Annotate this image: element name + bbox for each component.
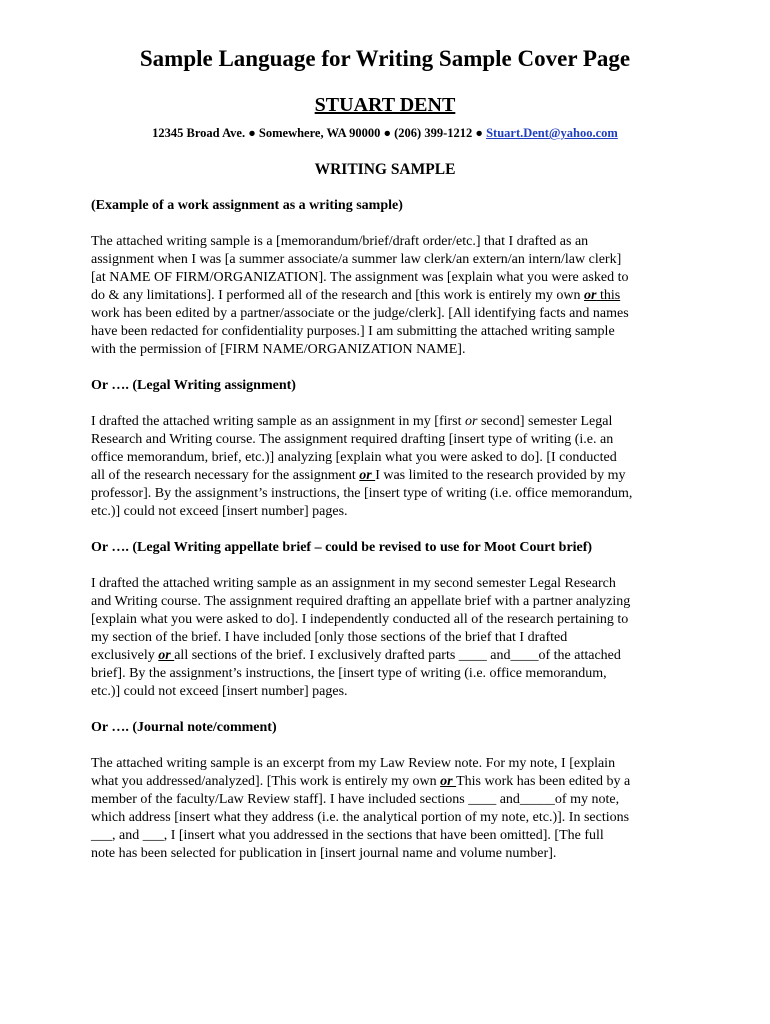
email-link[interactable]: Stuart.Dent@yahoo.com xyxy=(486,126,618,140)
spacer xyxy=(91,701,691,719)
spacer xyxy=(91,521,691,539)
text-line: professor]. By the assignment’s instructions, the [insert type of writing (i.e. office memorandum, xyxy=(91,486,633,501)
emphasis-or: or xyxy=(158,648,175,663)
text-line: assignment when I was [a summer associate/a summer law clerk/an extern/an intern/law clerk] xyxy=(91,252,622,267)
emphasis-or: or xyxy=(359,468,376,483)
text-line: etc.)] could not exceed [insert number] pages. xyxy=(91,504,348,519)
text-segment: second] semester Legal xyxy=(477,414,613,429)
text-line: [explain what you were asked to do]. I independently conducted all of the research pertaining to xyxy=(91,612,629,627)
writing-sample-heading: WRITING SAMPLE xyxy=(314,161,456,178)
section-heading-journal: Or …. (Journal note/comment) xyxy=(91,720,277,735)
text-line: [at NAME OF FIRM/ORGANIZATION]. The assignment was [explain what you were asked to xyxy=(91,270,629,285)
text-line: work has been edited by a partner/associate or the judge/clerk]. [All identifying facts and names xyxy=(91,306,629,321)
text-segment: I drafted the attached writing sample as an assignment in my [first xyxy=(91,414,466,429)
paragraph-legal-writing xyxy=(91,413,691,521)
address: 12345 Broad Ave. xyxy=(152,126,246,140)
text-line: have been redacted for confidentiality purposes.] I am submitting the attached writing sample xyxy=(91,324,615,339)
page-title: Sample Language for Writing Sample Cover Page xyxy=(139,46,631,71)
text-segment: I was limited to the research provided by my xyxy=(375,468,626,483)
spacer xyxy=(91,737,691,755)
document-body xyxy=(91,197,691,863)
text-line: my section of the brief. I have included [only those sections of the brief that I drafted xyxy=(91,630,568,645)
paragraph-appellate xyxy=(91,575,691,701)
emphasis-or: or xyxy=(583,288,597,303)
text-line xyxy=(91,413,691,431)
text-line xyxy=(91,647,691,665)
text-line: member of the faculty/Law Review staff]. I have included sections ____ and_____of my note, xyxy=(91,792,620,807)
text-line: with the permission of [FIRM NAME/ORGANIZATION NAME]. xyxy=(91,342,466,357)
emphasis-or: or xyxy=(440,774,457,789)
text-line: which address [insert what they address (i.e. the analytical portion of my note, etc.)]. In sections xyxy=(91,810,630,825)
text-line: note has been selected for publication in [insert journal name and volume number]. xyxy=(91,846,557,861)
text-line: Research and Writing course. The assignment required drafting [insert type of writing (i.e. an xyxy=(91,432,614,447)
section-heading-appellate: Or …. (Legal Writing appellate brief – could be revised to use for Moot Court brief) xyxy=(91,540,593,555)
text-line: ___, and ___, I [insert what you addressed in the sections that have been omitted]. [The full xyxy=(91,828,604,843)
text-segment: this xyxy=(596,288,621,303)
text-segment: all sections of the brief. I exclusively drafted parts ____ and____of the attached xyxy=(174,648,621,663)
spacer xyxy=(91,215,691,233)
text-line: I drafted the attached writing sample as an assignment in my second semester Legal Research xyxy=(91,576,616,591)
text-line: etc.)] could not exceed [insert number] pages. xyxy=(91,684,348,699)
text-line: The attached writing sample is an excerpt from my Law Review note. For my note, I [explain xyxy=(91,756,616,771)
text-segment: do & any limitations]. I performed all of the research and [this work is entirely my own xyxy=(91,288,584,303)
text-line: and Writing course. The assignment required drafting an appellate brief with a partner analyzing xyxy=(91,594,631,609)
paragraph-journal xyxy=(91,755,691,863)
text-segment: This work has been edited by a xyxy=(456,774,631,789)
spacer xyxy=(91,359,691,377)
text-line xyxy=(91,773,691,791)
text-segment: exclusively xyxy=(91,648,159,663)
bullet-separator: ● xyxy=(248,126,256,140)
phone-number: (206) 399-1212 xyxy=(394,126,473,140)
emphasis-or: or xyxy=(465,414,478,429)
text-line: The attached writing sample is a [memorandum/brief/draft order/etc.] that I drafted as an xyxy=(91,234,589,249)
text-line xyxy=(91,467,691,485)
text-segment: what you addressed/analyzed]. [This work is entirely my own xyxy=(91,774,441,789)
applicant-name: STUART DENT xyxy=(314,94,456,116)
section-heading-work: (Example of a work assignment as a writing sample) xyxy=(91,198,403,213)
bullet-separator: ● xyxy=(383,126,392,140)
contact-line xyxy=(0,124,770,142)
bullet-separator: ● xyxy=(475,126,483,140)
city-state-zip: Somewhere, WA 90000 xyxy=(258,126,381,140)
paragraph-work xyxy=(91,233,691,359)
section-heading-legal-writing: Or …. (Legal Writing assignment) xyxy=(91,378,296,393)
text-line xyxy=(91,287,691,305)
text-line: brief]. By the assignment’s instructions, the [insert type of writing (i.e. office memorandum, xyxy=(91,666,607,681)
spacer xyxy=(91,395,691,413)
spacer xyxy=(91,557,691,575)
text-segment: all of the research necessary for the assignment xyxy=(91,468,360,483)
text-line: office memorandum, brief, etc.)] analyzing [explain what you were asked to do]. [I conducted xyxy=(91,450,617,465)
